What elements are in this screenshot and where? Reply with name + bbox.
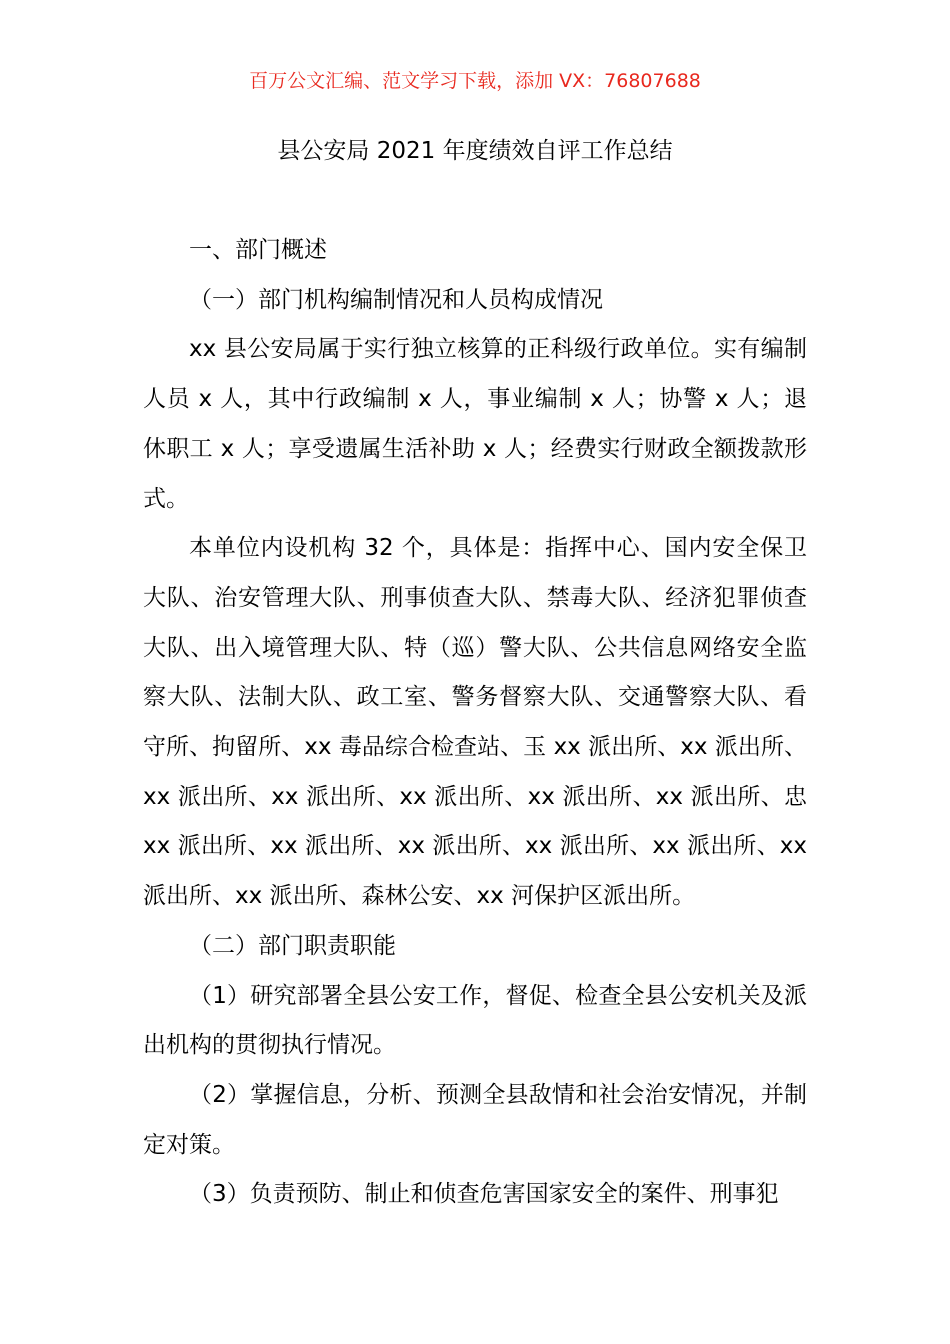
document-title: 县公安局 2021 年度绩效自评工作总结 [277, 138, 673, 164]
paragraph-duty-3: （3）负责预防、制止和侦查危害国家安全的案件、刑事犯 [189, 1181, 779, 1208]
watermark-header: 百万公文汇编、范文学习下载，添加 VX：76807688 [249, 70, 701, 92]
paragraph-staffing: xx 县公安局属于实行独立核算的正科级行政单位。实有编制人员 x 人，其中行政编制 x 人，事业编制 x 人；协警 x 人；退休职工 x 人；享受遗属生活补助 x 人；经费实行财政全额拨款形式。 [143, 336, 807, 512]
paragraph-internal-units: 本单位内设机构 32 个，具体是：指挥中心、国内安全保卫大队、治安管理大队、刑事侦查大队、禁毒大队、经济犯罪侦查大队、出入境管理大队、特（巡）警大队、公共信息网络安全监察大队、法制大队、政工室、警务督察大队、交通警察大队、看守所、拘留所、xx 毒品综合检查站、玉 xx 派出所、xx 派出所、xx 派出所、xx 派出所、xx 派出所、xx 派出所、xx 派出所、忠 xx 派出所、xx 派出所、xx 派出所、xx 派出所、xx 派出所、xx 派出所、xx 派出所、森林公安、xx 河保护区派出所。 [143, 535, 807, 910]
paragraph-duty-1: （1）研究部署全县公安工作，督促、检查全县公安机关及派出机构的贯彻执行情况。 [143, 982, 807, 1059]
paragraph-duty-2: （2）掌握信息，分析、预测全县敌情和社会治安情况，并制定对策。 [143, 1081, 807, 1158]
section-heading-overview: 一、部门概述 [189, 237, 327, 263]
subsection-heading-staffing: （一）部门机构编制情况和人员构成情况 [189, 286, 603, 313]
document-body [143, 226, 807, 1220]
subsection-heading-duties: （二）部门职责职能 [189, 932, 396, 959]
